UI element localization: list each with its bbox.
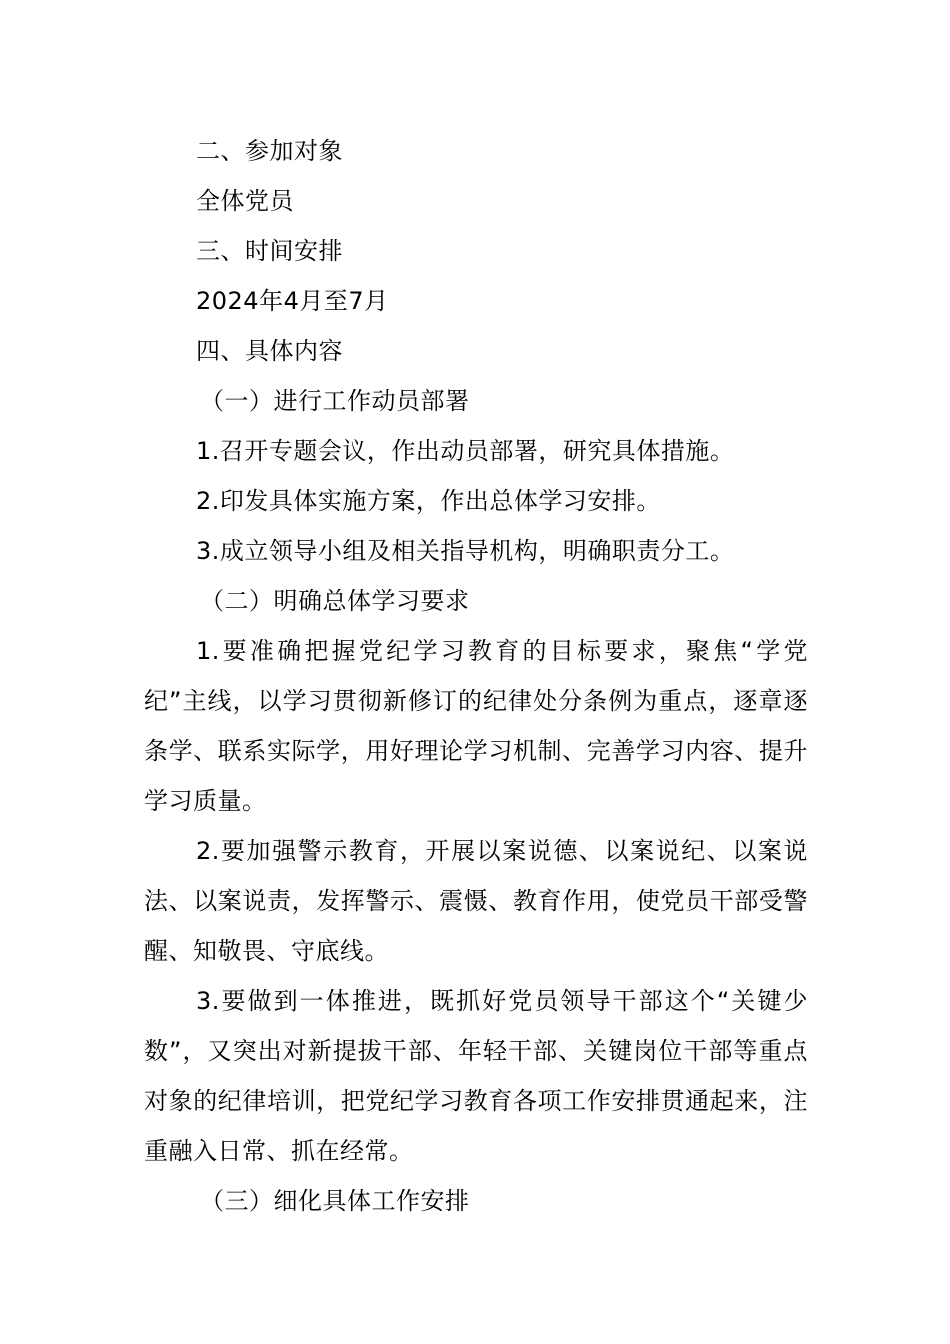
list-item-mobilization-1: 1.召开专题会议，作出动员部署，研究具体措施。 [196, 437, 735, 465]
subsection-heading-mobilization: （一）进行工作动员部署 [200, 387, 470, 415]
section-heading-participants: 二、参加对象 [196, 137, 343, 165]
list-item-mobilization-2: 2.印发具体实施方案，作出总体学习安排。 [196, 487, 661, 515]
section-heading-schedule: 三、时间安排 [196, 237, 343, 265]
subsection-heading-requirements: （二）明确总体学习要求 [200, 587, 470, 615]
requirements-paragraph-2: 2.要加强警示教育，开展以案说德、以案说纪、以案说法、以案说责，发挥警示、震慑、教育作用，使党员干部受警醒、知敬畏、守底线。 [144, 837, 808, 965]
subsection-heading-arrangements: （三）细化具体工作安排 [200, 1187, 470, 1215]
schedule-text: 2024年4月至7月 [196, 287, 389, 315]
document-page [144, 126, 808, 1226]
list-item-mobilization-3: 3.成立领导小组及相关指导机构，明确职责分工。 [196, 537, 735, 565]
section-heading-content: 四、具体内容 [196, 337, 343, 365]
participants-text: 全体党员 [196, 187, 294, 215]
requirements-paragraph-1: 1.要准确把握党纪学习教育的目标要求，聚焦“学党纪”主线，以学习贯彻新修订的纪律处分条例为重点，逐章逐条学、联系实际学，用好理论学习机制、完善学习内容、提升学习质量。 [144, 637, 808, 815]
requirements-paragraph-3: 3.要做到一体推进，既抓好党员领导干部这个“关键少数”，又突出对新提拔干部、年轻干部、关键岗位干部等重点对象的纪律培训，把党纪学习教育各项工作安排贯通起来，注重融入日常、抓在经常。 [144, 987, 808, 1165]
